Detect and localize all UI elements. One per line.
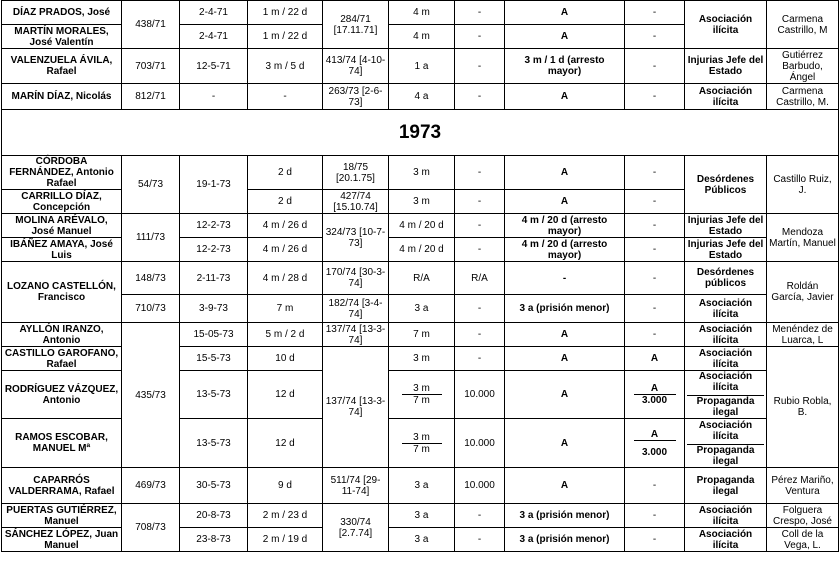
case-number: 708/73 xyxy=(122,504,180,552)
fine: - xyxy=(455,238,505,262)
penalty: 3 a xyxy=(389,528,455,552)
defendant-name: PUERTAS GUTIÉRREZ, Manuel xyxy=(2,504,122,528)
crime: Asociación ilícita xyxy=(685,528,767,552)
sentence-ref: 324/73 [10-7-73] xyxy=(323,214,389,262)
penalty: 3 a xyxy=(389,468,455,504)
table-row xyxy=(2,468,839,504)
penalty: 4 m / 20 d xyxy=(389,214,455,238)
crime xyxy=(685,419,767,468)
date: 23-8-73 xyxy=(180,528,248,552)
crime xyxy=(685,371,767,419)
crime: Injurias Jefe del Estado xyxy=(685,49,767,84)
other: - xyxy=(625,25,685,49)
defendant-name: MOLINA ARÉVALO, José Manuel xyxy=(2,214,122,238)
crime: Asociación ilícita xyxy=(685,323,767,347)
sentence-ref: 330/74 [2.7.74] xyxy=(323,504,389,552)
fine: 10.000 xyxy=(455,371,505,419)
pardon: 3 m / 1 d (arresto mayor) xyxy=(505,49,625,84)
fine: - xyxy=(455,528,505,552)
sentence-ref: 137/74 [13-3-74] xyxy=(323,347,389,468)
other-a: A xyxy=(634,383,676,395)
defendant-name: DÍAZ PRADOS, José xyxy=(2,1,122,25)
penalty-a: 3 m xyxy=(402,432,442,444)
date: 13-5-73 xyxy=(180,371,248,419)
prison-time: 2 d xyxy=(248,190,323,214)
defendant-name: CÓRDOBA FERNÁNDEZ, Antonio Rafael xyxy=(2,156,122,190)
sentence-ref: 284/71 [17.11.71] xyxy=(323,1,389,49)
other: - xyxy=(625,262,685,295)
prison-time: 1 m / 22 d xyxy=(248,1,323,25)
pardon: 4 m / 20 d (arresto mayor) xyxy=(505,238,625,262)
fine: - xyxy=(455,156,505,190)
prison-time: 7 m xyxy=(248,295,323,323)
table-row xyxy=(2,49,839,84)
prison-time: 12 d xyxy=(248,371,323,419)
pardon: A xyxy=(505,468,625,504)
other xyxy=(625,371,685,419)
penalty: 3 m xyxy=(389,347,455,371)
lawyer: Carmena Castrillo, M. xyxy=(767,84,839,110)
other: - xyxy=(625,504,685,528)
penalty: 3 m xyxy=(389,156,455,190)
other: - xyxy=(625,156,685,190)
date: 20-8-73 xyxy=(180,504,248,528)
pardon: A xyxy=(505,1,625,25)
pardon: 3 a (prisión menor) xyxy=(505,504,625,528)
crime: Injurias Jefe del Estado xyxy=(685,238,767,262)
date: 19-1-73 xyxy=(180,156,248,214)
crime: Asociación ilícita xyxy=(685,504,767,528)
crime: Desórdenes Públicos xyxy=(685,156,767,214)
case-number: 438/71 xyxy=(122,1,180,49)
penalty-a: 3 m xyxy=(402,383,442,395)
penalty: 4 m xyxy=(389,1,455,25)
sentence-ref: 413/74 [4-10-74] xyxy=(323,49,389,84)
fine: 10.000 xyxy=(455,419,505,468)
crime: Asociación ilícita xyxy=(685,84,767,110)
defendant-name: RAMOS ESCOBAR, MANUEL Mª xyxy=(2,419,122,468)
case-number: 812/71 xyxy=(122,84,180,110)
fine: - xyxy=(455,190,505,214)
fine: - xyxy=(455,347,505,371)
sentence-ref: 182/74 [3-4-74] xyxy=(323,295,389,323)
date: 2-11-73 xyxy=(180,262,248,295)
table-row xyxy=(2,323,839,347)
sentence-ref: 427/74 [15.10.74] xyxy=(323,190,389,214)
penalty: R/A xyxy=(389,262,455,295)
lawyer: Pérez Mariño, Ventura xyxy=(767,468,839,504)
sentence-ref: 511/74 [29-11-74] xyxy=(323,468,389,504)
table-row xyxy=(2,295,839,323)
year-row xyxy=(2,110,839,156)
pardon: A xyxy=(505,419,625,468)
fine: - xyxy=(455,323,505,347)
lawyer: Gutiérrez Barbudo, Ángel xyxy=(767,49,839,84)
penalty xyxy=(389,419,455,468)
defendant-name: AYLLÓN IRANZO, Antonio xyxy=(2,323,122,347)
fine: - xyxy=(455,214,505,238)
other-a: A xyxy=(634,429,676,441)
defendant-name: MARÍN DÍAZ, Nicolás xyxy=(2,84,122,110)
prison-time: - xyxy=(248,84,323,110)
prison-time: 10 d xyxy=(248,347,323,371)
table-row xyxy=(2,262,839,295)
pardon: A xyxy=(505,323,625,347)
case-number: 435/73 xyxy=(122,323,180,468)
lawyer: Carmena Castrillo, M xyxy=(767,1,839,49)
crime-b: Propaganda ilegal xyxy=(696,396,755,418)
pardon: A xyxy=(505,84,625,110)
penalty: 3 a xyxy=(389,295,455,323)
other: - xyxy=(625,84,685,110)
prison-time: 12 d xyxy=(248,419,323,468)
table-row xyxy=(2,84,839,110)
other-b: 3.000 xyxy=(641,446,668,458)
other: - xyxy=(625,1,685,25)
other: A xyxy=(625,347,685,371)
date: 15-05-73 xyxy=(180,323,248,347)
pardon: A xyxy=(505,190,625,214)
date: 2-4-71 xyxy=(180,25,248,49)
defendant-name: IBÁÑEZ AMAYA, José Luis xyxy=(2,238,122,262)
penalty: 4 m xyxy=(389,25,455,49)
table-row xyxy=(2,214,839,238)
date: 12-5-71 xyxy=(180,49,248,84)
crime: Injurias Jefe del Estado xyxy=(685,214,767,238)
lawyer: Rubio Robla, B. xyxy=(767,347,839,468)
case-number: 148/73 xyxy=(122,262,180,295)
fine: - xyxy=(455,1,505,25)
lawyer: Coll de la Vega, L. xyxy=(767,528,839,552)
prison-time: 3 m / 5 d xyxy=(248,49,323,84)
prison-time: 2 m / 23 d xyxy=(248,504,323,528)
penalty: 7 m xyxy=(389,323,455,347)
defendant-name: SÁNCHEZ LÓPEZ, Juan Manuel xyxy=(2,528,122,552)
crime-a: Asociación ilícita xyxy=(687,420,764,445)
case-number: 703/71 xyxy=(122,49,180,84)
case-number: 469/73 xyxy=(122,468,180,504)
fine: - xyxy=(455,84,505,110)
other: - xyxy=(625,214,685,238)
defendant-name: CARRILLO DÍAZ, Concepción xyxy=(2,190,122,214)
sentence-ref: 137/74 [13-3-74] xyxy=(323,323,389,347)
lawyer: Castillo Ruiz, J. xyxy=(767,156,839,214)
prison-time: 1 m / 22 d xyxy=(248,25,323,49)
fine: - xyxy=(455,25,505,49)
table-row xyxy=(2,1,839,25)
penalty: 4 a xyxy=(389,84,455,110)
prison-time: 2 m / 19 d xyxy=(248,528,323,552)
penalty: 3 m xyxy=(389,190,455,214)
records-table xyxy=(1,0,839,552)
fine: 10.000 xyxy=(455,468,505,504)
crime-b: Propaganda ilegal xyxy=(696,444,755,467)
fine: - xyxy=(455,295,505,323)
date: 30-5-73 xyxy=(180,468,248,504)
case-number: 54/73 xyxy=(122,156,180,214)
table-row xyxy=(2,156,839,190)
pardon: 4 m / 20 d (arresto mayor) xyxy=(505,214,625,238)
fine: R/A xyxy=(455,262,505,295)
penalty: 3 a xyxy=(389,504,455,528)
sentence-ref: 18/75 [20.1.75] xyxy=(323,156,389,190)
penalty: 4 m / 20 d xyxy=(389,238,455,262)
crime: Asociación ilícita xyxy=(685,295,767,323)
prison-time: 4 m / 26 d xyxy=(248,214,323,238)
other-b: 3.000 xyxy=(641,395,668,406)
lawyer: Mendoza Martín, Manuel xyxy=(767,214,839,262)
other: - xyxy=(625,323,685,347)
pardon: A xyxy=(505,25,625,49)
penalty-b: 7 m xyxy=(413,443,430,455)
penalty-b: 7 m xyxy=(413,395,430,406)
pardon: 3 a (prisión menor) xyxy=(505,295,625,323)
pardon: A xyxy=(505,371,625,419)
crime: Asociación ilícita xyxy=(685,347,767,371)
fine: - xyxy=(455,49,505,84)
date: 3-9-73 xyxy=(180,295,248,323)
other: - xyxy=(625,528,685,552)
pardon: - xyxy=(505,262,625,295)
crime: Asociación ilícita xyxy=(685,1,767,49)
case-number: 710/73 xyxy=(122,295,180,323)
penalty xyxy=(389,371,455,419)
date: 12-2-73 xyxy=(180,214,248,238)
pardon: A xyxy=(505,156,625,190)
other: - xyxy=(625,190,685,214)
prison-time: 9 d xyxy=(248,468,323,504)
defendant-name: RODRÍGUEZ VÁZQUEZ, Antonio xyxy=(2,371,122,419)
date: 2-4-71 xyxy=(180,1,248,25)
year-heading: 1973 xyxy=(2,110,839,156)
date: 12-2-73 xyxy=(180,238,248,262)
prison-time: 2 d xyxy=(248,156,323,190)
defendant-name: MARTÍN MORALES, José Valentín xyxy=(2,25,122,49)
other: - xyxy=(625,49,685,84)
prison-time: 4 m / 26 d xyxy=(248,238,323,262)
case-number: 111/73 xyxy=(122,214,180,262)
other: - xyxy=(625,295,685,323)
lawyer: Roldán García, Javier xyxy=(767,262,839,323)
other: - xyxy=(625,468,685,504)
crime: Desórdenes públicos xyxy=(685,262,767,295)
lawyer: Folguera Crespo, José xyxy=(767,504,839,528)
defendant-name: CAPARRÓS VALDERRAMA, Rafael xyxy=(2,468,122,504)
prison-time: 5 m / 2 d xyxy=(248,323,323,347)
defendant-name: LOZANO CASTELLÓN, Francisco xyxy=(2,262,122,323)
crime: Propaganda ilegal xyxy=(685,468,767,504)
other xyxy=(625,419,685,468)
pardon: 3 a (prisión menor) xyxy=(505,528,625,552)
table-row xyxy=(2,504,839,528)
date: - xyxy=(180,84,248,110)
defendant-name: CASTILLO GAROFANO, Rafael xyxy=(2,347,122,371)
date: 13-5-73 xyxy=(180,419,248,468)
lawyer: Menéndez de Luarca, L xyxy=(767,323,839,347)
defendant-name: VALENZUELA ÁVILA, Rafael xyxy=(2,49,122,84)
pardon: A xyxy=(505,347,625,371)
crime-a: Asociación ilícita xyxy=(687,371,764,396)
prison-time: 4 m / 28 d xyxy=(248,262,323,295)
other: - xyxy=(625,238,685,262)
date: 15-5-73 xyxy=(180,347,248,371)
sentence-ref: 263/73 [2-6-73] xyxy=(323,84,389,110)
fine: - xyxy=(455,504,505,528)
sentence-ref: 170/74 [30-3-74] xyxy=(323,262,389,295)
penalty: 1 a xyxy=(389,49,455,84)
